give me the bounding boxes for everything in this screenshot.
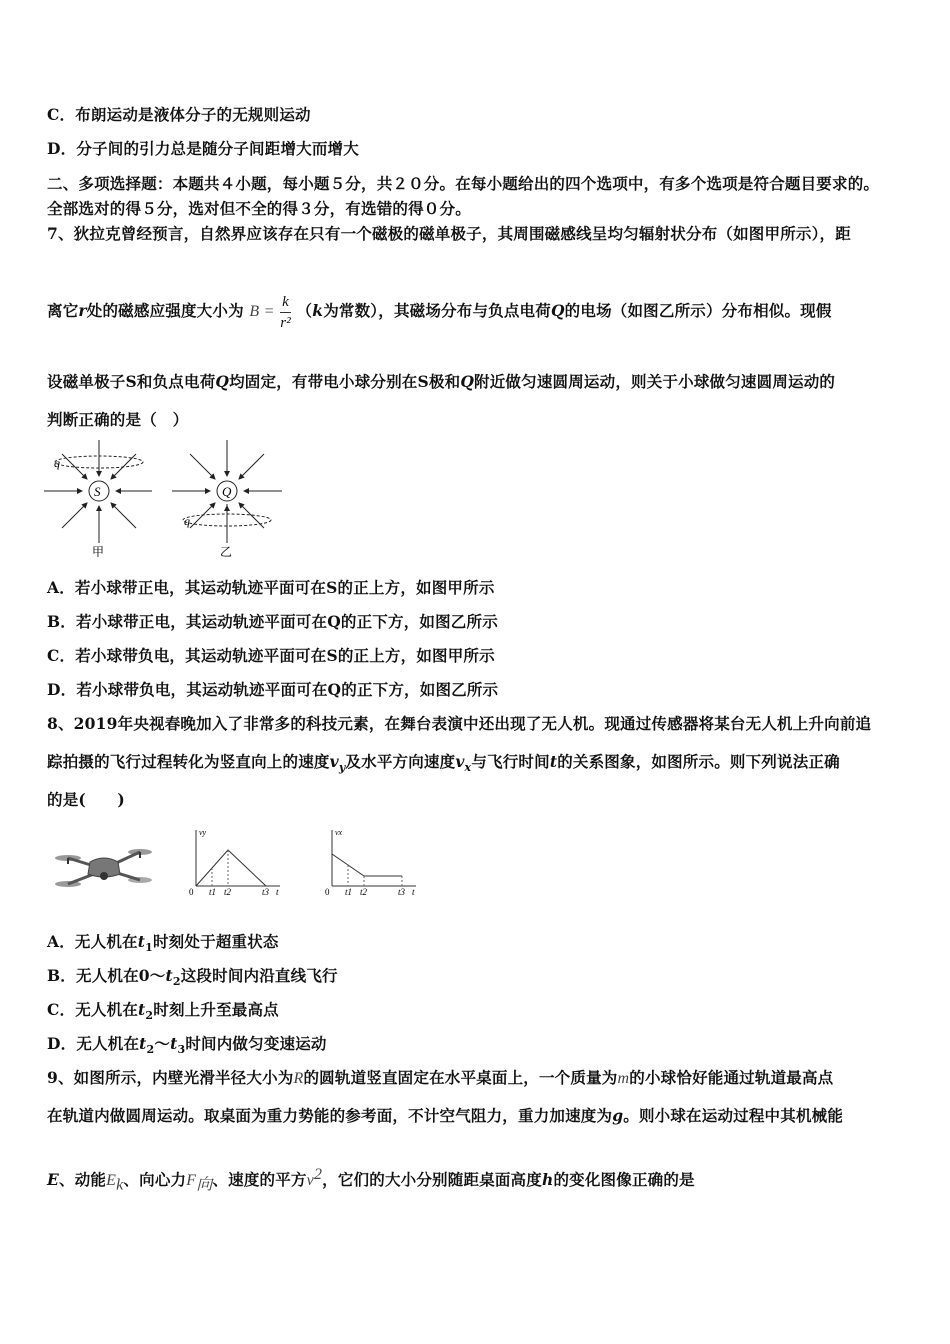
section2-instructions-line1: 二、多项选择题：本题共４小题，每小题５分，共２０分。在每小题给出的四个选项中，有多个选项是符合题目要求的。 [47,174,880,193]
figure-jia-center-label: S [94,484,101,499]
graph-vx-t2: t2 [360,887,368,897]
graph-vx-ylabel: vx [335,828,343,837]
graph-vx-t1: t1 [345,887,353,897]
drone-image [54,840,154,896]
q8-stem-line3: 的是( ) [47,790,125,809]
q8-stem-line2: 踪拍摄的飞行过程转化为竖直向上的速度$v_y$及水平方向速度$v_x$与飞行时间t的关系图象，如图所示。则下列说法正确 [47,752,840,775]
figure-jia-caption: 甲 [92,545,105,559]
graph-vx-vs-t [324,826,424,898]
q9-stem-line1: 9、如图所示，内壁光滑半径大小为R的圆轨道竖直固定在水平桌面上，一个质量为m的小球恰好能通过轨道最高点 [47,1068,834,1087]
graph-vx-origin: 0 [325,887,330,897]
formula-fraction: $\frac{k}{\text{r²}}$ [280,293,291,331]
graph-vy-xlabel: t [276,887,279,897]
figure-yi-center-label: Q [222,484,232,499]
q9-stem-line3: E、动能$E_k$、向心力$F_向$、速度的平方$v^2$，它们的大小分别随距桌面高度h的变化图像正确的是 [47,1166,695,1194]
graph-vy-ylabel: vy [199,828,207,837]
q8-option-a: A．无人机在$t_1$时刻处于超重状态 [47,932,279,955]
q8-option-b: B．无人机在$0\sim t_2$这段时间内沿直线飞行 [47,966,338,989]
q7-stem-line1: 7、狄拉克曾经预言，自然界应该存在只有一个磁极的磁单极子，其周围磁感线呈均匀辐射状分布（如图甲所示），距 [47,224,851,243]
graph-vy-origin: 0 [189,887,194,897]
graph-vy-t3: t3 [262,887,270,897]
figure-jia-magnetic-monopole [44,438,164,560]
q7-stem-line3: 设磁单极子S和负点电荷Q均固定，有带电小球分别在S极和Q附近做匀速圆周运动，则关于小球做匀速圆周运动的 [47,372,836,391]
q9-stem-line2: 在轨道内做圆周运动。取桌面为重力势能的参考面，不计空气阻力，重力加速度为g。则小球在运动过程中其机械能 [47,1106,844,1125]
graph-vy-vs-t [188,826,288,898]
graph-vy-t1: t1 [209,887,217,897]
graph-vy-t2: t2 [224,887,232,897]
graph-vx-t3: t3 [398,887,406,897]
q7-stem-line4: 判断正确的是（ ） [47,410,189,429]
q7-stem-line2: 离它r处的磁感应强度大小为 B = $\frac{k}{\text{r²}}$ （k为常数），其磁场分布与负点电荷Q的电场（如图乙所示）分布相似。现假 [47,293,832,331]
formula-b-equals: B = [249,303,275,320]
q7-option-a: A．若小球带正电，其运动轨迹平面可在S的正上方，如图甲所示 [47,578,495,597]
q8-stem-line1: 8、2019年央视春晚加入了非常多的科技元素，在舞台表演中还出现了无人机。现通过传感器将某台无人机上升向前追 [47,714,872,733]
figure-yi-caption: 乙 [220,545,233,559]
figure-yi-charge-label: q [184,514,190,528]
q8-option-d: D．无人机在$t_2\sim t_3$时间内做匀变速运动 [47,1034,327,1057]
q7-option-b: B．若小球带正电，其运动轨迹平面可在Q的正下方，如图乙所示 [47,612,498,631]
figure-yi-negative-charge [172,438,287,560]
figure-jia-charge-label: q [54,456,60,470]
graph-vx-xlabel: t [412,887,415,897]
q7-option-c: C．若小球带负电，其运动轨迹平面可在S的正上方，如图甲所示 [47,646,495,665]
section2-instructions-line2: 全部选对的得５分，选对但不全的得３分，有选错的得０分。 [47,199,471,218]
q6-option-d: D．分子间的引力总是随分子间距增大而增大 [47,139,359,158]
q7-option-d: D．若小球带负电，其运动轨迹平面可在Q的正下方，如图乙所示 [47,680,499,699]
q8-option-c: C．无人机在$t_2$时刻上升至最高点 [47,1000,279,1023]
q6-option-c: C．布朗运动是液体分子的无规则运动 [47,105,311,124]
